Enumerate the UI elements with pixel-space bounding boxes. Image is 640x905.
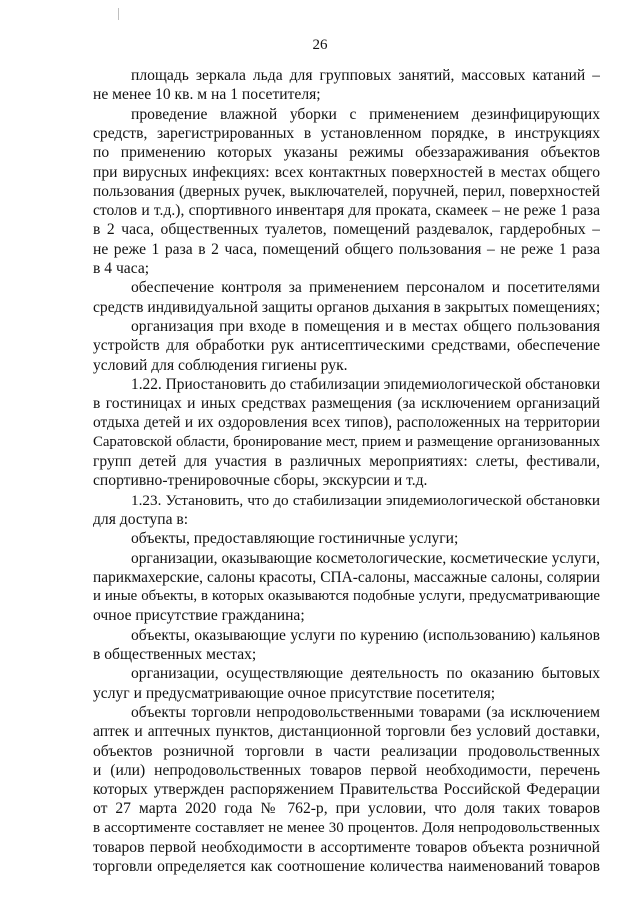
text-line: средств, зарегистрированных в установленном порядке, в инструкциях <box>93 124 600 142</box>
text-line: которых утвержден распоряжением Правительства Российской Федерации <box>93 781 600 799</box>
text-line: организации, осуществляющие деятельность по оказанию бытовых <box>131 665 600 683</box>
text-line: не реже 1 раза в 2 часа, помещений общего пользования – не реже 1 раза <box>93 240 600 258</box>
text-line: для доступа в: <box>93 510 189 528</box>
scan-mark <box>118 8 119 20</box>
text-line: по применению которых указаны режимы обеззараживания объектов <box>93 144 600 162</box>
text-line: при вирусных инфекциях: всех контактных поверхностей в местах общего <box>93 163 600 181</box>
text-line: пользования (дверных ручек, выключателей, поручней, перил, поверхностей <box>93 182 600 200</box>
text-line: объекты, оказывающие услуги по курению (использованию) кальянов <box>131 626 600 644</box>
text-line: объекты торговли непродовольственными товарами (за исключением <box>131 703 600 721</box>
text-line: организация при входе в помещения и в местах общего пользования <box>131 317 600 335</box>
text-line: 1.22. Приостановить до стабилизации эпидемиологической обстановки <box>131 375 600 393</box>
text-line: не менее 10 кв. м на 1 посетителя; <box>93 86 321 104</box>
text-line: отдыха детей и их оздоровления всех типов), расположенных на территории <box>93 414 600 432</box>
text-line: организации, оказывающие косметологические, косметические услуги, <box>131 549 600 567</box>
text-line: торговли определяется как соотношение количества наименований товаров <box>93 858 600 876</box>
text-line: площадь зеркала льда для групповых занятий, массовых катаний – <box>131 67 600 84</box>
text-line: Саратовской области, бронирование мест, прием и размещение организованных <box>93 433 600 450</box>
text-line: столов и т.д.), спортивного инвентаря для проката, скамеек – не реже 1 раза <box>93 202 600 220</box>
text-line: спортивно-тренировочные сборы, экскурсии и т.д. <box>93 472 428 490</box>
text-line: объекты, предоставляющие гостиничные услуги; <box>131 530 459 548</box>
text-line: услуг и предусматривающие очное присутствие посетителя; <box>93 684 496 702</box>
text-line: проведение влажной уборки с применением дезинфицирующих <box>131 105 600 123</box>
text-line: аптек и аптечных пунктов, дистанционной торговли без условий доставки, <box>93 723 600 741</box>
text-line: условий для соблюдения гигиены рук. <box>93 356 348 374</box>
text-line: товаров первой необходимости в ассортименте товаров объекта розничной <box>93 839 600 856</box>
text-line: и иные объекты, в которых оказываются подобные услуги, предусматривающие <box>93 588 600 605</box>
text-line: парикмахерские, салоны красоты, СПА-салоны, массажные салоны, солярии <box>93 568 600 586</box>
text-line: от 27 марта 2020 года № 762-р, при условии, что доля таких товаров <box>93 800 600 818</box>
text-line: в 4 часа; <box>93 260 150 277</box>
text-line: и (или) непродовольственных товаров первой необходимости, перечень <box>93 761 600 779</box>
text-line: средств индивидуальной защиты органов дыхания в закрытых помещениях; <box>93 298 600 316</box>
text-line: в 2 часа, общественных туалетов, помещений раздевалок, гардеробных – <box>93 221 600 239</box>
text-line: в ассортименте составляет не менее 30 процентов. Доля непродовольственных <box>93 819 600 836</box>
text-line: в гостиницах и иных средствах размещения (за исключением организаций <box>93 395 600 413</box>
text-line: 1.23. Установить, что до стабилизации эпидемиологической обстановки <box>131 491 600 509</box>
text-line: обеспечение контроля за применением персоналом и посетителями <box>131 279 600 297</box>
text-line: в общественных местах; <box>93 646 257 663</box>
text-line: объектов розничной торговли в части реализации продовольственных <box>93 742 600 760</box>
text-line: очное присутствие гражданина; <box>93 607 305 625</box>
text-line: групп детей для участия в различных мероприятиях: слеты, фестивали, <box>93 453 600 470</box>
page-number: 26 <box>312 37 328 53</box>
text-line: устройств для обработки рук антисептическими средствами, обеспечение <box>93 337 600 355</box>
